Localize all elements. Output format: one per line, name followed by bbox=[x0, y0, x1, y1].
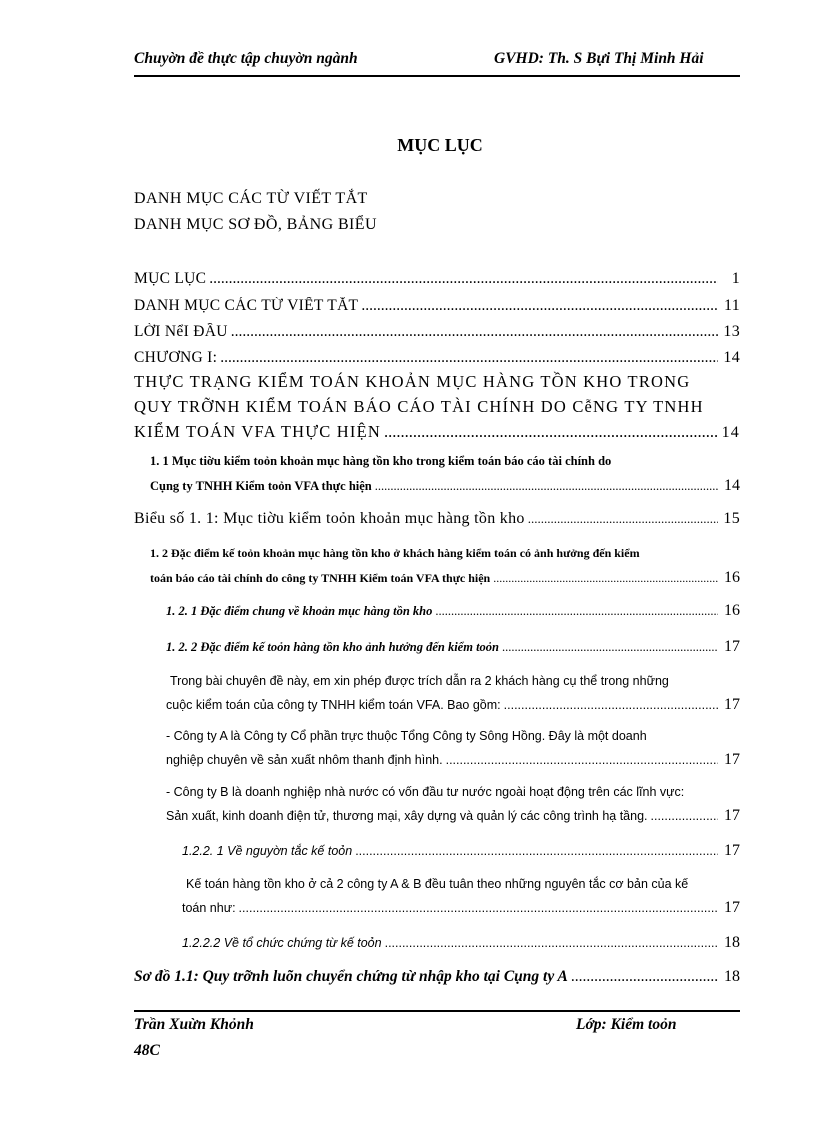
toc-page-number: 17 bbox=[724, 807, 740, 824]
footer-class-label: Lớp: Kiểm toỏn bbox=[576, 1016, 677, 1033]
toc-page-number: 13 bbox=[723, 323, 740, 340]
toc-page-number: 15 bbox=[723, 510, 740, 527]
toc-entry-paragraph[interactable] bbox=[182, 877, 740, 917]
toc-entry[interactable] bbox=[134, 323, 740, 341]
toc-entry-section-1-1[interactable] bbox=[150, 454, 740, 495]
toc-entry-text: LỜI NểI ĐẦU bbox=[134, 323, 228, 340]
toc-page-number: 11 bbox=[723, 297, 740, 314]
toc-entry-text: 1. 2. 1 Đặc điểm chung về khoản mục hàng tồn kho bbox=[166, 604, 433, 618]
toc-entry-chapter-title[interactable] bbox=[134, 372, 740, 442]
toc-entry-text: Sơ đồ 1.1: Quy trỡnh luõn chuyển chứng từ nhập kho tại Cụng ty A bbox=[134, 968, 568, 985]
toc-page-number: 17 bbox=[724, 696, 740, 713]
toc-entry-text: 1.2.2. 1 Về nguyờn tắc kế toỏn bbox=[182, 844, 353, 858]
toc-entry-text-line-1: 1. 1 Mục tiờu kiểm toỏn khoản mục hàng tồn kho trong kiểm toán báo cáo tài chính do bbox=[150, 454, 612, 468]
toc-entry-text-line-2: Cụng ty TNHH Kiểm toỏn VFA thực hiện bbox=[150, 479, 372, 493]
toc-page-number: 18 bbox=[724, 968, 740, 985]
toc-entry-text-line-1: Trong bài chuyên đề này, em xin phép được trích dẫn ra 2 khách hàng cụ thể trong những bbox=[170, 674, 669, 688]
toc-entry[interactable] bbox=[134, 349, 740, 367]
toc-entry-text-line-1: 1. 2 Đặc điểm kế toỏn khoản mục hàng tồn kho ở khách hàng kiểm toán có ảnh hưởng đến kiểm bbox=[150, 546, 640, 560]
toc-entry-section-1-2-2[interactable] bbox=[166, 638, 740, 656]
toc-page-number: 16 bbox=[724, 569, 740, 586]
toc-page-number: 17 bbox=[724, 751, 740, 768]
toc-page-number: 16 bbox=[724, 602, 740, 619]
toc-entry-section-1-2-1[interactable] bbox=[166, 602, 740, 620]
toc-page-number: 17 bbox=[724, 899, 740, 916]
toc-entry-text: 1. 2. 2 Đặc điểm kế toỏn hàng tồn kho ảnh hưởng đến kiểm toỏn bbox=[166, 640, 499, 654]
toc-entry-text-line-1: - Công ty A là Công ty Cổ phần trực thuộc Tổng Công ty Sông Hồng. Đây là một doanh bbox=[166, 729, 647, 743]
toc-entry-text-line-1: THỰC TRẠNG KIỂM TOÁN KHOẢN MỤC HÀNG TỒN KHO TRONG bbox=[134, 372, 691, 391]
footer-author: Trần Xuừn Khỏnh bbox=[134, 1016, 254, 1033]
preface-line-1: DANH MỤC CÁC TỪ VIẾT TẮT bbox=[134, 190, 368, 207]
toc-entry-text-line-2: cuộc kiểm toán của công ty TNHH kiểm toán VFA. Bao gồm: bbox=[166, 698, 501, 712]
header-rule bbox=[134, 75, 740, 77]
toc-entry-section-1-2-2-2[interactable] bbox=[182, 934, 740, 952]
toc-page-number: 14 bbox=[723, 349, 740, 366]
toc-entry-text-line-1: - Công ty B là doanh nghiệp nhà nước có vốn đầu tư nước ngoài hoạt động trên các lĩnh vực: bbox=[166, 785, 685, 799]
toc-entry-section-1-2-2-1[interactable] bbox=[182, 842, 740, 860]
toc-entry-text: DANH MỤC CÁC TỪ VIẾT TẮT bbox=[134, 297, 359, 314]
toc-page-number: 18 bbox=[724, 934, 740, 951]
toc-entry-text: 1.2.2.2 Về tổ chức chứng từ kế toỏn bbox=[182, 936, 382, 950]
toc-entry-paragraph[interactable] bbox=[166, 674, 740, 714]
toc-entry[interactable] bbox=[134, 270, 740, 288]
preface-line-2: DANH MỤC SƠ ĐỒ, BẢNG BIỂU bbox=[134, 216, 377, 233]
toc-page-number: 17 bbox=[724, 638, 740, 655]
toc-entry-text-line-2: nghiệp chuyên về sản xuất nhôm thanh định hình. bbox=[166, 753, 443, 767]
toc-entry-section-1-2[interactable] bbox=[150, 546, 740, 587]
toc-entry-text-line-3: KIỂM TOÁN VFA THỰC HIỆN bbox=[134, 422, 381, 441]
toc-entry-text-line-1: Kế toán hàng tồn kho ở cả 2 công ty A & B đều tuân theo những nguyên tắc cơ bản của kế bbox=[186, 877, 689, 891]
toc-page-number: 14 bbox=[721, 424, 740, 441]
toc-entry-text-line-2: toán báo cáo tài chính do công ty TNHH Kiểm toán VFA thực hiện bbox=[150, 571, 491, 585]
toc-page-number: 1 bbox=[731, 270, 740, 287]
toc-entry-text: CHƯƠNG I: bbox=[134, 349, 218, 366]
toc-entry-table-1-1[interactable] bbox=[134, 510, 740, 528]
footer-class-number: 48C bbox=[134, 1042, 160, 1059]
toc-entry-text-line-2: toán như: bbox=[182, 901, 236, 915]
toc-entry-text: Biểu số 1. 1: Mục tiờu kiểm toỏn khoản mục hàng tồn kho bbox=[134, 510, 525, 527]
toc-page-number: 14 bbox=[724, 477, 740, 494]
toc-entry-text: MỤC LỤC bbox=[134, 270, 207, 287]
toc-entry[interactable] bbox=[134, 297, 740, 315]
toc-page-number: 17 bbox=[724, 842, 740, 859]
header-left: Chuyờn đề thực tập chuyờn ngành bbox=[134, 50, 358, 67]
toc-entry-paragraph[interactable] bbox=[166, 729, 740, 769]
footer-rule bbox=[134, 1010, 740, 1012]
header-right: GVHD: Th. S Bựi Thị Minh Hải bbox=[494, 50, 704, 67]
toc-entry-text-line-2: QUY TRỠNH KIỂM TOÁN BÁO CÁO TÀI CHÍNH DO CễNG TY TNHH bbox=[134, 397, 704, 416]
toc-entry-text-line-2: Sản xuất, kinh doanh điện tử, thương mại, xây dựng và quản lý các công trình hạ tầng. bbox=[166, 809, 648, 823]
page-title: MỤC LỤC bbox=[397, 135, 483, 155]
toc-entry-paragraph[interactable] bbox=[166, 785, 740, 825]
toc-entry-diagram-1-1[interactable] bbox=[134, 968, 740, 986]
